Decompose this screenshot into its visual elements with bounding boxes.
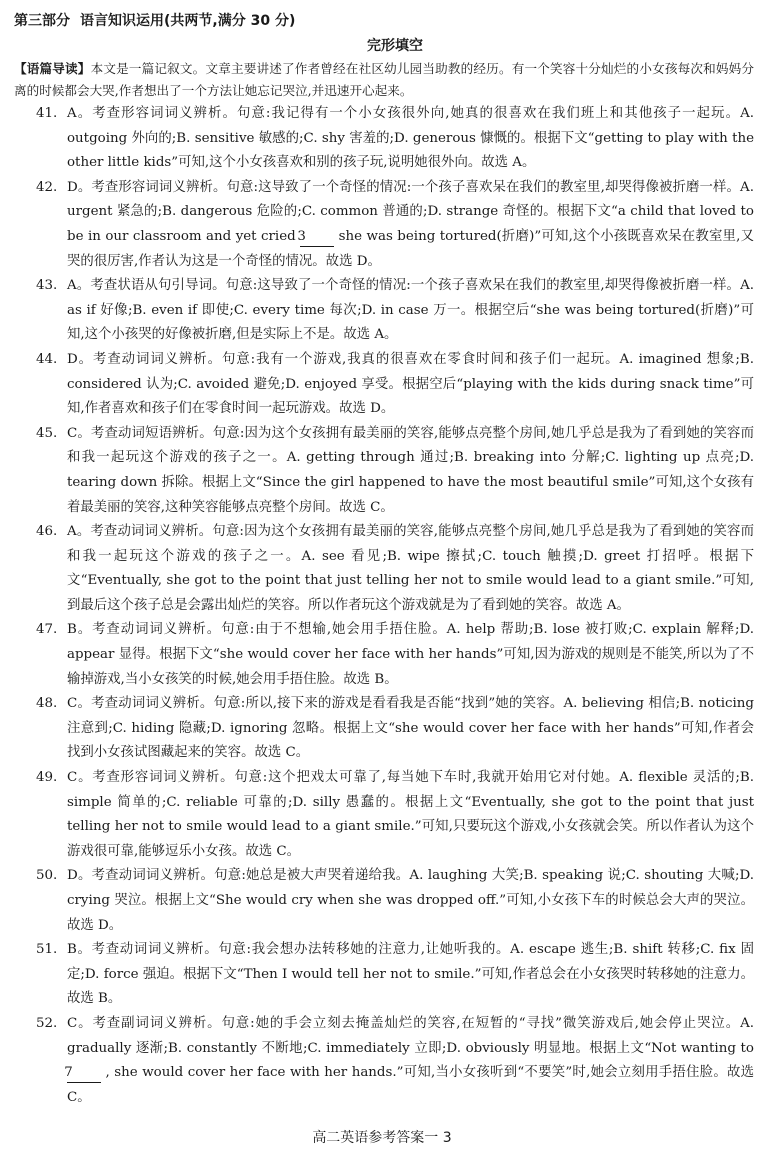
guide-text: 本文是一篇记叙文。文章主要讲述了作者曾经在社区幼儿园当助教的经历。有一个笑容十分灿烂的小女孩每次和妈妈分离的时候都会大哭,作者想出了一个方法让她忘记哭泣,并迅速开心起来。	[14, 61, 755, 98]
answer-text	[36, 102, 754, 176]
part-label: 第三部分	[14, 13, 70, 29]
answer-segment: D。考查动词词义辨析。句意:她总是被大声哭着递给我。A. laughing 大笑;B. speaking 说;C. shouting 大喊;D. crying 哭泣。根据上文“She would cry when she was dropped off.”可知,小女孩下车的时候总会大声的哭泣。故选 D。	[67, 868, 754, 933]
section-header	[14, 10, 754, 32]
answer-segment: A。考查形容词词义辨析。句意:我记得有一个小女孩很外向,她真的很喜欢在我们班上和其他孩子一起玩。	[67, 106, 741, 121]
answer-text	[36, 422, 754, 520]
question-number: 44.	[36, 351, 58, 367]
answer-segment: she was being tortured(折磨)”可知,这个小孩既喜欢呆在教室里,又哭的很厉害,作者认为这是一个奇怪的情况。故选 D。	[67, 228, 754, 269]
answer-segment: A。考查动词词义辨析。句意:因为这个女孩拥有最美丽的笑容,能够点亮整个房间,她几乎总是我为了看到她的笑容而和我一起玩这个游戏的孩子之一。A. see 看见;B. wipe 擦拭;C. touch 触摸;D. greet 打招呼。根据下文“Eventually, she got to the point that just telling her not to smile would lead to a giant smile.”可知,到最后这个孩子总是会露出灿烂的笑容。所以作者玩这个游戏就是为了看到她的笑容。故选 A。	[67, 524, 754, 613]
question-number: 46.	[36, 524, 58, 540]
answer-item	[36, 938, 754, 1012]
answer-item	[36, 864, 754, 938]
blank-number: 3	[300, 228, 334, 247]
answer-segment: D。考查形容词词义辨析。句意:这导致了一个奇怪的情况:一个孩子喜欢呆在我们的教室里,却哭得像被折磨一样。A. urgent 紧急的;B. dangerous 危险的;C. common 普通的;D. strange 奇怪的。根据下文“a child that loved to be in our classroom and yet cried	[67, 179, 754, 244]
question-number: 48.	[36, 696, 58, 712]
question-number: 42.	[36, 179, 58, 195]
answer-segment: A. outgoing 外向的;B. sensitive 敏感的;C. shy 害羞的;D. generous 慷慨的。根据下文“getting to play with the other little kids”可知,这个小女孩喜欢和别的孩子玩,说明她很外向。故选 A。	[67, 106, 754, 171]
answer-item	[36, 274, 754, 348]
answer-item	[36, 422, 754, 520]
answer-text	[36, 520, 754, 618]
answer-item	[36, 692, 754, 766]
question-number: 52.	[36, 1015, 58, 1031]
answer-item	[36, 102, 754, 176]
answer-segment: , she would cover her face with her hands.”可知,当小女孩听到“不要笑”时,她会立刻用手捂住脸。故选 C。	[67, 1065, 754, 1105]
answer-segment: C。考查副词词义辨析。句意:她的手会立刻去掩盖灿烂的笑容,在短暂的“寻找”微笑游戏后,她会停止哭泣。A. gradually 逐渐;B. constantly 不断地;C. immediately 立即;D. obviously 明显地。根据上文“Not wanting to	[67, 1015, 754, 1056]
answer-item	[36, 520, 754, 618]
guide-tag: 【语篇导读】	[14, 61, 91, 76]
answer-item	[36, 348, 754, 422]
section-title: 语言知识运用(共两节,满分 30 分)	[80, 13, 296, 29]
answer-segment: B。考查动词词义辨析。句意:由于不想输,她会用手捂住脸。A. help 帮助;B. lose 被打败;C. explain 解释;D. appear 显得。根据下文“she would cover her face with her hands”可知,因为游戏的规则是不能笑,所以为了不输掉游戏,当小女孩笑的时候,她会用手捂住脸。故选 B。	[67, 622, 754, 687]
question-number: 51.	[36, 942, 58, 958]
answer-text	[36, 938, 754, 1012]
answer-segment: D。考查动词词义辨析。句意:我有一个游戏,我真的很喜欢在零食时间和孩子们一起玩。A. imagined 想象;B. considered 认为;C. avoided 避免;D. enjoyed 享受。根据空后“playing with the kids during snack time”可知,作者喜欢和孩子们在零食时间一起玩游戏。故选 D。	[67, 351, 754, 417]
answer-text	[36, 176, 754, 274]
answer-item	[36, 766, 754, 864]
answer-text	[36, 766, 754, 864]
answer-list	[36, 102, 754, 1110]
answer-text	[36, 864, 754, 938]
answer-text	[36, 348, 754, 422]
question-number: 43.	[36, 278, 58, 294]
question-number: 50.	[36, 868, 58, 884]
page-footer: 高二英语参考答案一 3	[312, 1130, 452, 1146]
answer-segment: C。考查动词词义辨析。句意:所以,接下来的游戏是看看我是否能“找到”她的笑容。A. believing 相信;B. noticing 注意到;C. hiding 隐藏;D. ignoring 忽略。根据上文“she would cover her face with her hands”可知,作者会找到小女孩试图藏起来的笑容。故选 C。	[67, 696, 754, 761]
answer-segment: C。考查动词短语辨析。句意:因为这个女孩拥有最美丽的笑容,能够点亮整个房间,她几乎总是我为了看到她的笑容而和我一起玩这个游戏的孩子之一。A. getting through 通过;B. breaking into 分解;C. lighting up 点亮;D. tearing down 拆除。根据上文“Since the girl happened to have the most beautiful smile”可知,这个女孩有着最美丽的笑容,这种笑容能够点亮整个房间。故选 C。	[67, 425, 754, 515]
answer-segment: B。考查动词词义辨析。句意:我会想办法转移她的注意力,让她听我的。A. escape 逃生;B. shift 转移;C. fix 固定;D. force 强迫。根据下文“Then I would tell her not to smile.”可知,作者总会在小女孩哭时转移她的注意力。故选 B。	[67, 942, 754, 1007]
answer-text	[36, 274, 754, 348]
answer-item	[36, 618, 754, 692]
question-number: 47.	[36, 622, 58, 638]
question-number: 41.	[36, 106, 58, 121]
answer-segment: C。考查形容词词义辨析。句意:这个把戏太可靠了,每当她下车时,我就开始用它对付她。A. flexible 灵活的;B. simple 简单的;C. reliable 可靠的;D. silly 愚蠢的。根据上文“Eventually, she got to the point that just telling her not to smile would lead to a giant smile.”可知,只要玩这个游戏,小女孩就会笑。所以作者认为这个游戏很可靠,能够逗乐小女孩。故选 C。	[67, 770, 754, 859]
question-number: 45.	[36, 425, 58, 441]
answer-text	[36, 1012, 754, 1110]
answer-item	[36, 176, 754, 274]
answer-segment: A。考查状语从句引导词。句意:这导致了一个奇怪的情况:一个孩子喜欢呆在我们的教室里,却哭得像被折磨一样。A. as if 好像;B. even if 即使;C. every time 每次;D. in case 万一。根据空后“she was being tortured(折磨)”可知,这个小孩哭的好像被折磨,但是实际上不是。故选 A。	[67, 278, 754, 343]
blank-number: 7	[67, 1064, 101, 1083]
answer-text	[36, 692, 754, 766]
page-title: 完形填空	[367, 38, 423, 54]
reading-guide	[14, 58, 754, 102]
answer-text	[36, 618, 754, 692]
answer-item	[36, 1012, 754, 1110]
question-number: 49.	[36, 770, 58, 786]
